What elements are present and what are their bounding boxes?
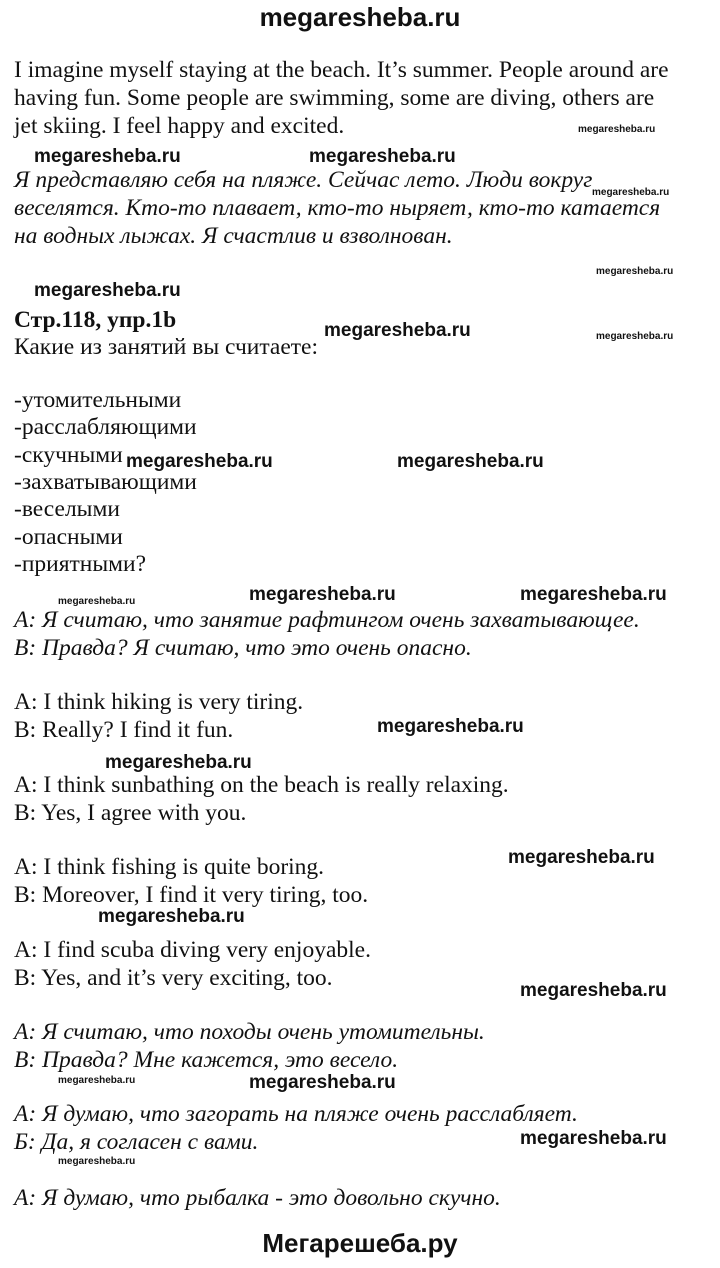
option-item: -опасными <box>14 524 123 550</box>
dialogue-ru-line: В: Правда? Мне кажется, это весело. <box>14 1047 399 1073</box>
watermark: megaresheba.ru <box>249 584 396 605</box>
dialogue-ru-line: А: Я считаю, что походы очень утомительны. <box>14 1019 485 1045</box>
watermark: megaresheba.ru <box>596 331 674 342</box>
dialogue-ru-line: А: Я думаю, что рыбалка - это довольно скучно. <box>14 1185 501 1211</box>
watermark: megaresheba.ru <box>377 716 524 737</box>
site-header: megaresheba.ru <box>259 2 461 32</box>
watermark: megaresheba.ru <box>596 266 674 277</box>
option-item: -веселыми <box>14 496 120 522</box>
dialogue-en-line: B: Yes, and it’s very exciting, too. <box>14 965 333 991</box>
option-item: -утомительными <box>14 387 182 413</box>
intro-ru-line: на водных лыжах. Я счастлив и взволнован. <box>14 223 453 249</box>
watermark: megaresheba.ru <box>592 187 670 198</box>
dialogue-ru-line: А: Я думаю, что загорать на пляже очень расслабляет. <box>14 1101 578 1127</box>
watermark: megaresheba.ru <box>105 752 252 773</box>
intro-en-line: I imagine myself staying at the beach. It’s summer. People around are <box>14 57 669 83</box>
watermark: megaresheba.ru <box>520 584 667 605</box>
watermark: megaresheba.ru <box>58 596 136 607</box>
watermark: megaresheba.ru <box>58 1156 136 1167</box>
dialogue-en-line: A: I think fishing is quite boring. <box>14 854 325 880</box>
watermark: megaresheba.ru <box>397 451 544 472</box>
intro-ru-line: Я представляю себя на пляже. Сейчас лето. Люди вокруг <box>14 167 593 193</box>
watermark: megaresheba.ru <box>126 451 273 472</box>
option-item: -приятными? <box>14 551 147 577</box>
example-ru-line: А: Я считаю, что занятие рафтингом очень захватывающее. <box>14 607 640 633</box>
option-item: -скучными <box>14 442 123 468</box>
watermark: megaresheba.ru <box>98 906 245 927</box>
watermark: megaresheba.ru <box>520 1128 667 1149</box>
dialogue-en-line: A: I think hiking is very tiring. <box>14 689 304 715</box>
dialogue-en-line: B: Moreover, I find it very tiring, too. <box>14 882 369 908</box>
example-ru-line: В: Правда? Я считаю, что это очень опасно. <box>14 635 472 661</box>
watermark: megaresheba.ru <box>34 280 181 301</box>
dialogue-en-line: B: Really? I find it fun. <box>14 717 234 743</box>
watermark: megaresheba.ru <box>508 847 655 868</box>
watermark: megaresheba.ru <box>578 124 656 135</box>
dialogue-en-line: A: I think sunbathing on the beach is really relaxing. <box>14 772 509 798</box>
dialogue-ru-line: Б: Да, я согласен с вами. <box>14 1129 259 1155</box>
exercise-question: Какие из занятий вы считаете: <box>14 334 318 360</box>
exercise-title: Стр.118, упр.1b <box>14 307 177 333</box>
watermark: megaresheba.ru <box>58 1075 136 1086</box>
watermark: megaresheba.ru <box>324 320 471 341</box>
watermark: megaresheba.ru <box>520 980 667 1001</box>
watermark: megaresheba.ru <box>249 1072 396 1093</box>
watermark: megaresheba.ru <box>34 146 181 167</box>
option-item: -захватывающими <box>14 469 197 495</box>
option-item: -расслабляющими <box>14 414 197 440</box>
dialogue-en-line: A: I find scuba diving very enjoyable. <box>14 937 371 963</box>
watermark: megaresheba.ru <box>309 146 456 167</box>
site-footer: Мегарешеба.ру <box>262 1228 458 1258</box>
intro-en-line: having fun. Some people are swimming, some are diving, others are <box>14 85 655 111</box>
intro-ru-line: веселятся. Кто-то плавает, кто-то ныряет, кто-то катается <box>14 195 661 221</box>
dialogue-en-line: B: Yes, I agree with you. <box>14 800 247 826</box>
intro-en-line: jet skiing. I feel happy and excited. <box>14 113 345 139</box>
